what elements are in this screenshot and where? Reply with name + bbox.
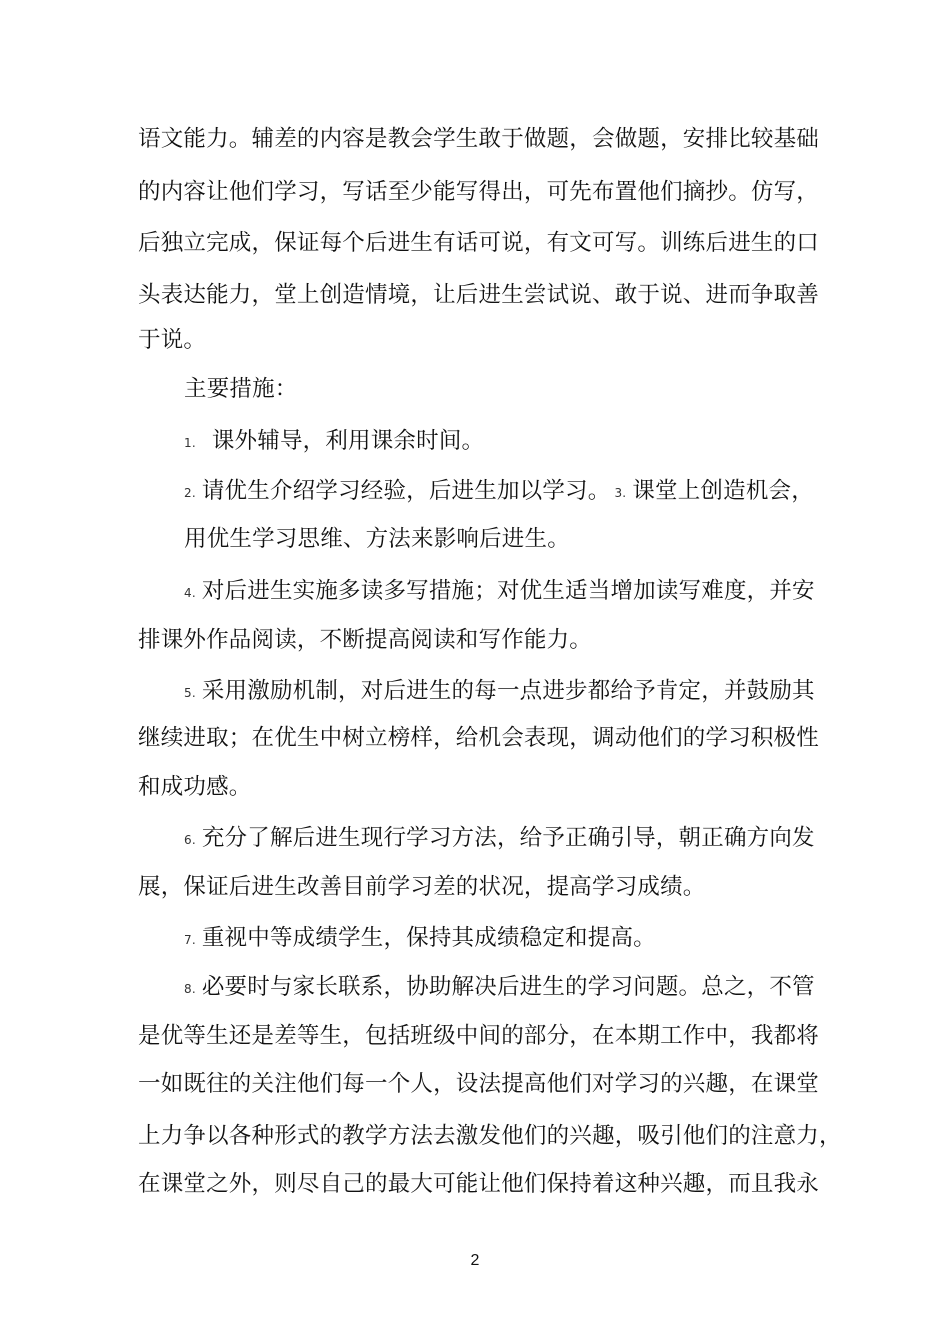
section-heading: 主要措施： xyxy=(184,376,298,402)
list-number: 6. xyxy=(184,833,196,847)
list-item-text: 重视中等成绩学生，保持其成绩稳定和提高。 xyxy=(201,925,656,951)
list-number: 4. xyxy=(184,586,196,600)
text-line: 后独立完成，保证每个后进生有话可说，有文可写。训练后进生的口 xyxy=(138,230,820,256)
list-number: 3. xyxy=(614,486,627,500)
text-line: 展，保证后进生改善目前学习差的状况，提高学习成绩。 xyxy=(138,874,706,900)
text-line: 在课堂之外，则尽自己的最大可能让他们保持着这种兴趣，而且我永 xyxy=(138,1171,820,1197)
text-line: 和成功感。 xyxy=(138,774,252,800)
list-item-text: 必要时与家长联系，协助解决后进生的学习问题。总之，不管 xyxy=(201,974,815,1000)
list-item xyxy=(184,576,815,608)
list-item-text: 充分了解后进生现行学习方法，给予正确引导，朝正确方向发 xyxy=(201,825,815,851)
text-line: 排课外作品阅读，不断提高阅读和写作能力。 xyxy=(138,627,593,653)
text-line: 语文能力。辅差的内容是教会学生敢于做题，会做题，安排比较基础 xyxy=(138,126,820,152)
page-number: 2 xyxy=(470,1252,480,1269)
text-line: 是优等生还是差等生，包括班级中间的部分，在本期工作中，我都将 xyxy=(138,1023,820,1049)
list-number: 5. xyxy=(184,686,196,700)
list-item-text: 采用激励机制，对后进生的每一点进步都给予肯定，并鼓励其 xyxy=(201,678,815,704)
list-item xyxy=(184,676,815,708)
list-item xyxy=(184,476,814,508)
list-number: 8. xyxy=(184,982,196,996)
list-item xyxy=(184,972,815,1004)
text-line: 头表达能力，堂上创造情境，让后进生尝试说、敢于说、进而争取善 xyxy=(138,282,820,308)
text-line: 的内容让他们学习，写话至少能写得出，可先布置他们摘抄。仿写， xyxy=(138,179,820,205)
text-line: 于说。 xyxy=(138,327,207,353)
list-item-text: 课堂上创造机会， xyxy=(632,478,814,504)
list-item-text: 课外辅导，利用课余时间。 xyxy=(211,428,485,454)
text-line: 一如既往的关注他们每一个人，设法提高他们对学习的兴趣，在课堂 xyxy=(138,1071,820,1097)
list-number: 2. xyxy=(184,486,196,500)
list-number: 1. xyxy=(184,436,196,450)
text-line: 用优生学习思维、方法来影响后进生。 xyxy=(184,526,570,552)
list-item-text: 对后进生实施多读多写措施；对优生适当增加读写难度，并安 xyxy=(201,578,815,604)
list-item xyxy=(184,923,656,955)
list-number: 7. xyxy=(184,933,196,947)
list-item xyxy=(184,823,815,855)
list-item-text: 请优生介绍学习经验，后进生加以学习。 xyxy=(201,478,611,504)
text-line: 上力争以各种形式的教学方法去激发他们的兴趣，吸引他们的注意力， xyxy=(138,1123,842,1149)
text-line: 继续进取；在优生中树立榜样，给机会表现，调动他们的学习积极性 xyxy=(138,725,820,751)
list-item xyxy=(184,426,484,458)
